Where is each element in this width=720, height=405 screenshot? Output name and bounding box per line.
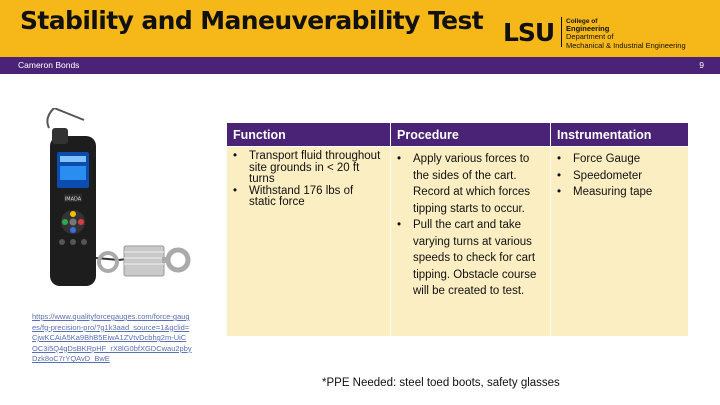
header-function: Function — [227, 123, 391, 147]
page-number: 9 — [699, 60, 704, 70]
instrumentation-cell — [551, 147, 689, 337]
logo-divider — [561, 17, 562, 47]
procedure-list — [395, 151, 542, 300]
force-gauge-photo — [24, 108, 214, 303]
function-list — [231, 151, 382, 209]
lsu-logo-mark: LSU — [503, 18, 555, 47]
procedure-item: • Apply various forces to the sides of the cart. Record at which forces tipping starts to occur. — [395, 151, 542, 217]
procedure-cell — [391, 147, 551, 337]
table-row — [227, 147, 689, 337]
title-bar — [0, 0, 720, 57]
table-header-row — [227, 123, 689, 147]
function-item: • Transport fluid throughout site grounds in < 20 ft turns — [231, 151, 382, 186]
instrumentation-item: • Speedometer — [555, 168, 680, 185]
ppe-note: *PPE Needed: steel toed boots, safety glasses — [322, 377, 560, 389]
instrumentation-list — [555, 151, 680, 201]
instrumentation-item: • Force Gauge — [555, 151, 680, 168]
presenter-name: Cameron Bonds — [18, 60, 80, 70]
logo-line-engineering: Engineering — [566, 24, 610, 33]
logo-line-college: College of — [566, 18, 598, 25]
procedure-item: • Pull the cart and take varying turns at various speeds to check for cart tipping. Obstacle course will be created to test. — [395, 217, 542, 300]
header-instrumentation: Instrumentation — [551, 123, 689, 147]
instrumentation-item: • Measuring tape — [555, 184, 680, 201]
logo-line-mie: Mechanical & Industrial Engineering — [566, 40, 686, 50]
presenter-bar — [0, 57, 720, 74]
test-plan-table — [226, 122, 689, 337]
header-procedure: Procedure — [391, 123, 551, 147]
function-cell — [227, 147, 391, 337]
function-item: • Withstand 176 lbs of static force — [231, 186, 382, 209]
svg-text:IMADA: IMADA — [64, 196, 82, 203]
slide-title: Stability and Maneuverability Test — [20, 6, 484, 35]
logo-line-department: Department of — [566, 32, 614, 41]
image-source-link[interactable]: https://www.qualityforcegauges.com/force-gauges/fg-precision-pro/?g1k3aad_source=1&gclid=CjwKCAiA5Ka9BhB5EiwA1ZVtvDcbhg2m-UiCOC3i5Q4gDsBKRpHF_rX8lG0bfXGDCwau2pbyDzk8oC7rYQAvD_BwE — [32, 312, 192, 363]
logo-department-text — [566, 18, 716, 50]
